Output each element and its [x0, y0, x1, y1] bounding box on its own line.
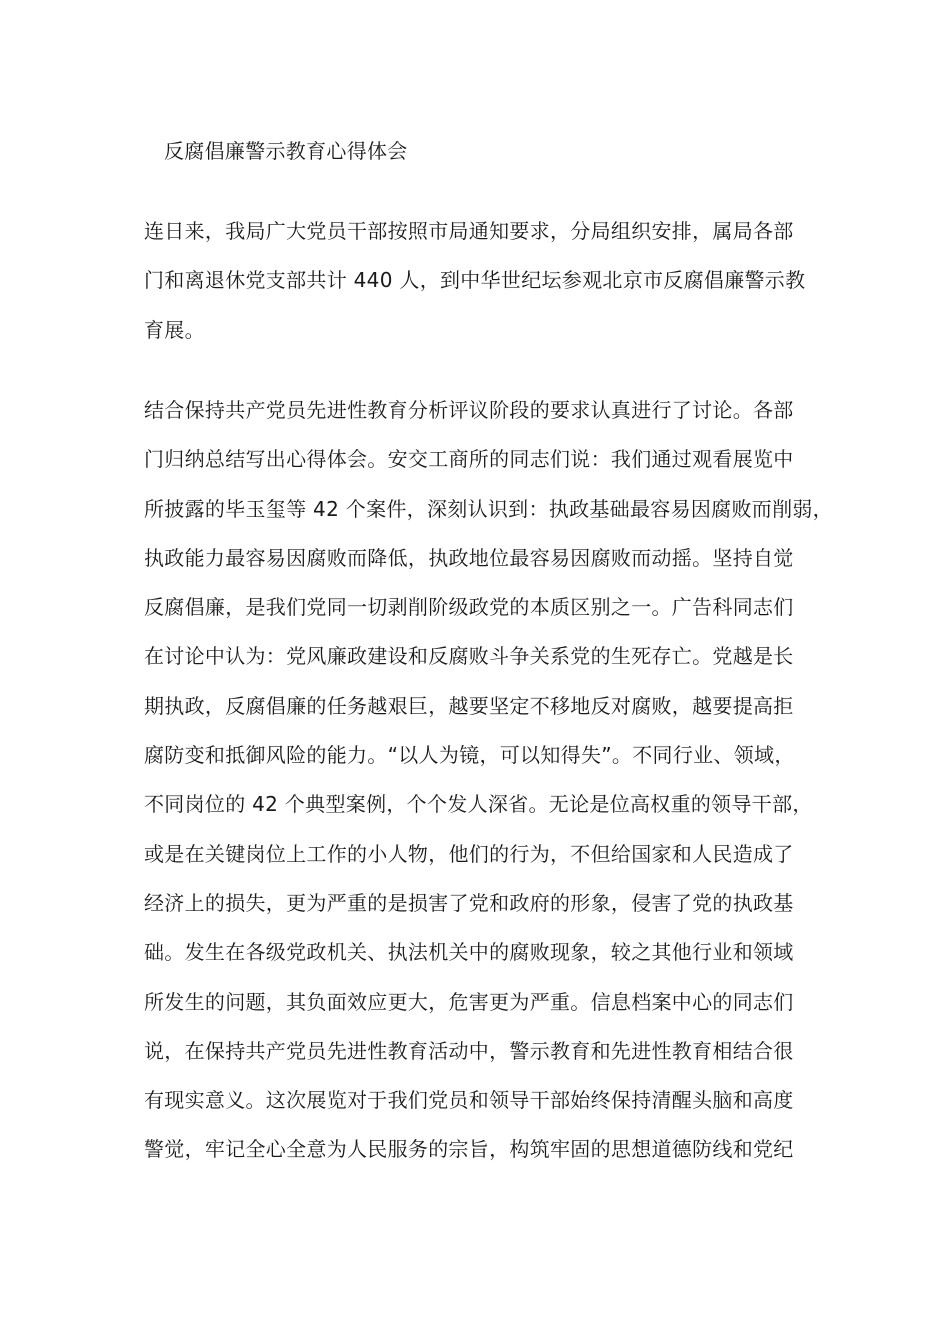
paragraph-line: 础。发生在各级党政机关、执法机关中的腐败现象，较之其他行业和领域 — [144, 940, 794, 965]
paragraph-line: 警觉，牢记全心全意为人民服务的宗旨，构筑牢固的思想道德防线和党纪 — [144, 1137, 794, 1162]
paragraph-line: 期执政，反腐倡廉的任务越艰巨，越要坚定不移地反对腐败，越要提高拒 — [144, 693, 794, 718]
paragraph-line: 说，在保持共产党员先进性教育活动中，警示教育和先进性教育相结合很 — [144, 1038, 794, 1063]
paragraph-line: 不同岗位的 42 个典型案例，个个发人深省。无论是位高权重的领导干部， — [144, 792, 813, 817]
paragraph-line: 连日来，我局广大党员干部按照市局通知要求，分局组织安排，属局各部 — [144, 219, 794, 243]
paragraph-line: 门和离退休党支部共计 440 人，到中华世纪坛参观北京市反腐倡廉警示教 — [144, 268, 806, 293]
paragraph-line: 所披露的毕玉玺等 42 个案件，深刻认识到：执政基础最容易因腐败而削弱， — [144, 496, 833, 521]
paragraph-line: 育展。 — [144, 317, 205, 342]
paragraph-line: 执政能力最容易因腐败而降低，执政地位最容易因腐败而动摇。坚持自觉 — [144, 545, 794, 570]
paragraph-line: 经济上的损失，更为严重的是损害了党和政府的形象，侵害了党的执政基 — [144, 890, 794, 915]
paragraph-line: 结合保持共产党员先进性教育分析评议阶段的要求认真进行了讨论。各部 — [144, 398, 794, 422]
document-title: 反腐倡廉警示教育心得体会 — [164, 139, 408, 163]
paragraph-line: 有现实意义。这次展览对于我们党员和领导干部始终保持清醒头脑和高度 — [144, 1088, 794, 1113]
paragraph-line: 所发生的问题，其负面效应更大，危害更为严重。信息档案中心的同志们 — [144, 989, 794, 1014]
paragraph-1 — [144, 207, 805, 355]
paragraph-line: 或是在关键岗位上工作的小人物，他们的行为，不但给国家和人民造成了 — [144, 841, 794, 866]
paragraph-line: 门归纳总结写出心得体会。安交工商所的同志们说：我们通过观看展览中 — [144, 447, 794, 472]
paragraph-line: 腐防变和抵御风险的能力。“以人为镜，可以知得失”。不同行业、领域， — [144, 743, 795, 768]
paragraph-line: 反腐倡廉，是我们党同一切剥削阶级政党的本质区别之一。广告科同志们 — [144, 595, 794, 620]
paragraph-line: 在讨论中认为：党风廉政建设和反腐败斗争关系党的生死存亡。党越是长 — [144, 644, 794, 669]
paragraph-2 — [144, 386, 833, 1175]
